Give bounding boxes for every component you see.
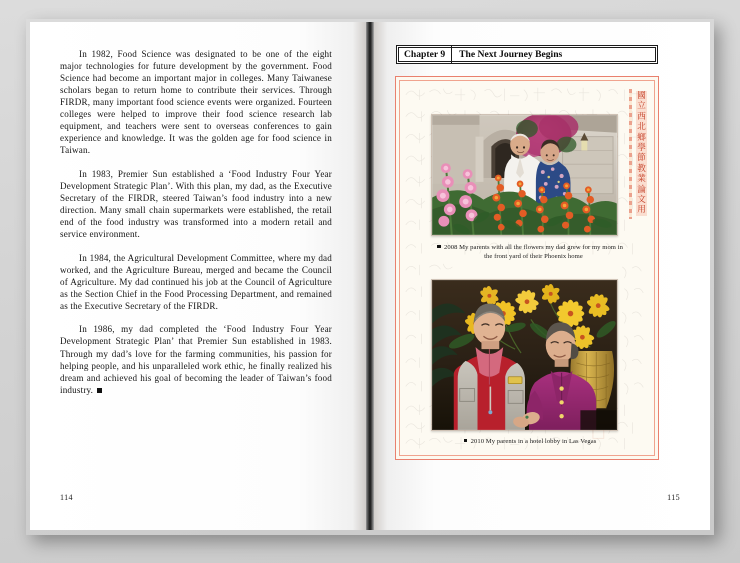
seal-char: 國 — [637, 91, 646, 101]
photo-caption-2010 — [434, 437, 626, 446]
photo-panel-inner — [399, 80, 655, 456]
paragraph-3: In 1984, the Agricultural Development Committee, where my dad worked, and the Agriculture Bureau, merged and became the Council of Agriculture. My dad continued his job at the Council of Agriculture as the Section Chief in the Food Processing Department, and remained as the Executive Secretary of the FIRDR. — [60, 252, 332, 311]
book-spine — [366, 22, 374, 530]
caption-bullet — [437, 245, 441, 249]
end-of-section-mark — [97, 388, 102, 393]
seal-divider-bar — [629, 89, 632, 219]
seal-char: 北 — [637, 122, 646, 133]
caption-text: 2008 My parents with all the flowers my dad grew for my mom in the front yard of their Phoenix home — [444, 244, 623, 261]
paragraph-4-text: In 1986, my dad completed the ‘Food Industry Four Year Development Strategic Plan’ that Premier Sun established in 1983. Through my dad’s love for the farming communities, his passion for helping people, and his unparalleled work ethic, he finally realized his dream and achieved his goal of becoming the leader of Taiwan’s food industry. — [60, 324, 332, 395]
seal-char: 學 — [637, 143, 646, 154]
paragraph-2: In 1983, Premier Sun established a ‘Food Industry Four Year Development Strategic Plan’. With this plan, my dad, as the Executive Secretary of the FIRDR, steered Taiwan’s food industry into a new direction. Many small chain supermarkets were established, the retail end of the food industry was transformed into a modern retail and service environment. — [60, 168, 332, 240]
seal-char: 西 — [637, 111, 646, 122]
seal-char: 論 — [637, 184, 646, 195]
caption-bullet — [464, 439, 468, 443]
seal-char: 教 — [637, 163, 646, 174]
page-number-right: 115 — [667, 493, 680, 502]
seal-char: 業 — [637, 174, 646, 185]
page-number-left: 114 — [60, 493, 73, 502]
seal-char: 鄉 — [637, 132, 646, 143]
right-page — [374, 22, 710, 530]
chapter-title: The Next Journey Begins — [459, 49, 563, 60]
seal-char: 立 — [637, 101, 646, 112]
photo-2010-hotel-lobby — [431, 279, 618, 431]
photo-caption-2008 — [434, 243, 626, 261]
seal-char: 文 — [637, 195, 646, 206]
chapter-number: Chapter 9 — [397, 46, 452, 63]
chapter-header — [396, 45, 658, 64]
body-text-column — [60, 48, 332, 407]
seal-char: 用 — [637, 205, 646, 216]
photo-2008-front-yard — [431, 114, 618, 236]
paragraph-4 — [60, 323, 332, 395]
caption-text: 2010 My parents in a hotel lobby in Las Vegas — [470, 438, 597, 445]
left-page — [30, 22, 366, 530]
book-spread — [30, 22, 710, 530]
paragraph-1: In 1982, Food Science was designated to be one of the eight major technologies for future development by the government. Food Science had become an important major in colleges. Many Taiwanese scholars began to return home to contribute their services. Through FIRDR, many important food science events were organized. Fourteen colleges were helped to improve their food science research lab equipment, and teachers were sent to overseas conferences to gain experience and knowledge. It was the golden age for food science in Taiwan. — [60, 49, 332, 156]
photo-panel — [395, 76, 659, 460]
vertical-seal-text — [635, 91, 648, 216]
seal-char: 節 — [637, 153, 646, 164]
